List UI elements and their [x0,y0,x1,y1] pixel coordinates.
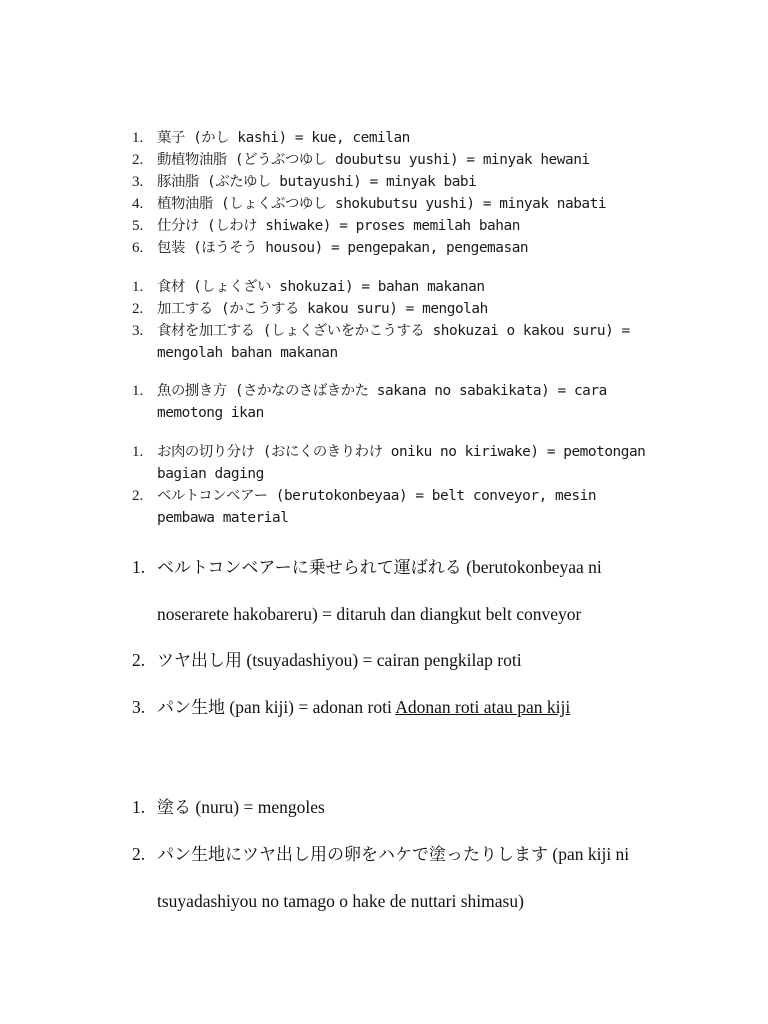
japanese-term: ツヤ出し用 [157,651,242,671]
list-number: 2. [132,301,144,317]
list-number: 1. [132,130,144,146]
list-item-text: (pan kiji ni tsuyadashiyou no tamago o hake de nuttari shimasu) [157,844,630,911]
list-item-text: ベルトコンベアー (berutokonbeyaa) = belt conveyor, mesin pembawa material [157,488,597,526]
list-item-text: 魚の捌き方 (さかなのさばきかた sakana no sabakikata) = cara memotong ikan [157,383,607,421]
list-item-text: 豚油脂 (ぶたゆし butayushi) = minyak babi [157,174,477,190]
list-number: 1. [132,557,146,577]
list-item [0,485,768,529]
list-number: 1. [132,383,144,399]
vocab-list-5 [0,544,768,731]
list-item [0,171,718,193]
list-number: 1. [132,444,144,460]
list-number: 2. [132,650,146,670]
list-item-text: 菓子 (かし kashi) = kue, cemilan [157,130,410,146]
list-item-text: (pan kiji) = adonan roti [225,697,396,717]
japanese-term: ベルトコンベアーに乗せられて運ばれる [157,558,462,578]
list-number: 1. [132,279,144,295]
list-item [0,320,768,364]
list-item-text: お肉の切り分け (おにくのきりわけ oniku no kiriwake) = pemotongan bagian daging [157,444,646,482]
list-number: 3. [132,323,144,339]
list-item [0,193,718,215]
list-item [0,637,768,684]
list-item [0,237,718,259]
list-item-text: 加工する (かこうする kakou suru) = mengolah [157,301,488,317]
list-item [0,544,768,637]
list-item-text: 植物油脂 (しょくぶつゆし shokubutsu yushi) = minyak nabati [157,196,607,212]
list-number: 1. [132,797,146,817]
list-item-text: (tsuyadashiyou) = cairan pengkilap roti [242,650,522,670]
japanese-term: パン生地 [157,698,225,718]
list-item [0,276,768,298]
list-item [0,380,768,424]
list-item-text: 動植物油脂 (どうぶつゆし doubutsu yushi) = minyak hewani [157,152,590,168]
list-item [0,441,768,485]
list-number: 2. [132,844,146,864]
vocab-list-1 [0,127,718,259]
list-number: 5. [132,218,144,234]
list-item-text: 食材 (しょくざい shokuzai) = bahan makanan [157,279,485,295]
list-number: 2. [132,488,144,504]
list-item [0,298,768,320]
list-item [0,215,718,237]
list-number: 4. [132,196,144,212]
list-number: 3. [132,174,144,190]
list-item [0,127,718,149]
list-item [0,684,768,731]
list-item-text: (berutokonbeyaa ni noserarete hakobareru) = ditaruh dan diangkut belt conveyor [157,557,602,624]
vocab-list-3 [0,380,768,424]
japanese-term: パン生地にツヤ出し用の卵をハケで塗ったりします [157,845,548,865]
list-item [0,831,768,924]
vocab-list-6 [0,784,768,924]
list-item [0,784,768,831]
list-number: 6. [132,240,144,256]
japanese-term: 塗る [157,798,191,818]
vocab-list-4 [0,441,768,529]
list-number: 2. [132,152,144,168]
list-number: 3. [132,697,146,717]
list-item-text: 仕分け (しわけ shiwake) = proses memilah bahan [157,218,520,234]
list-item [0,149,718,171]
vocab-list-2 [0,276,768,364]
list-item-text: 包装 (ほうそう housou) = pengepakan, pengemasan [157,240,529,256]
underlined-link[interactable]: Adonan roti atau pan kiji [395,697,571,717]
list-item-text: (nuru) = mengoles [191,797,325,817]
list-item-text: 食材を加工する (しょくざいをかこうする shokuzai o kakou suru) = mengolah bahan makanan [157,323,630,361]
